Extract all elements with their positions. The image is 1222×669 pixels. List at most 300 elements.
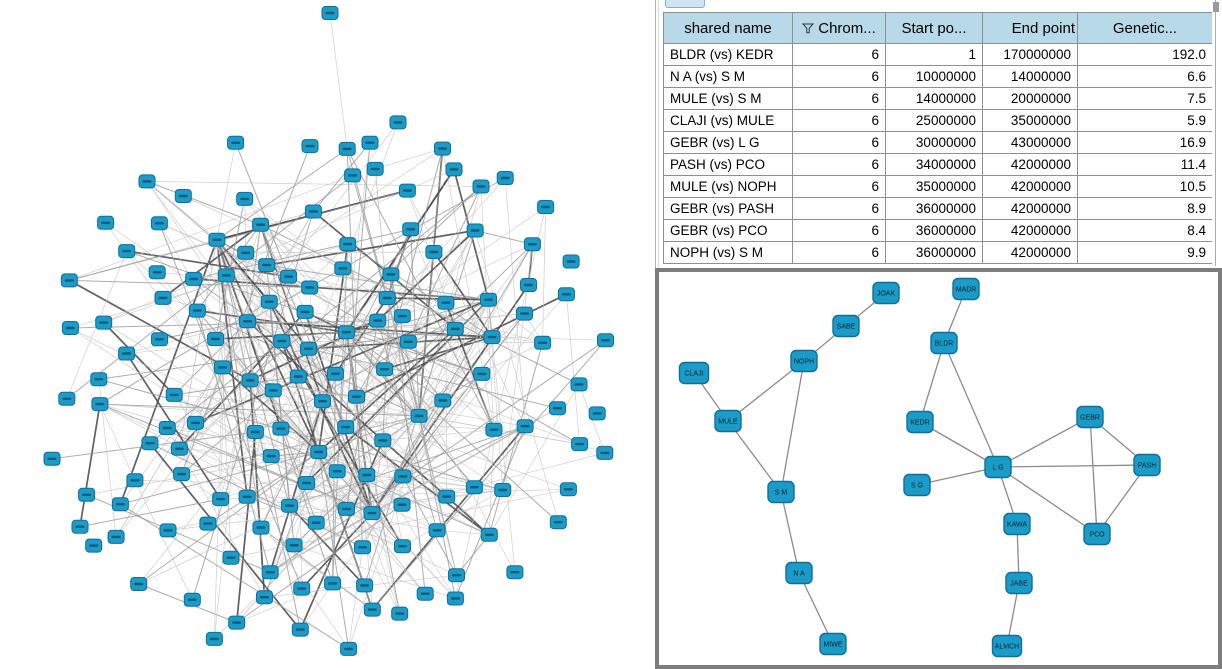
network-node[interactable] — [281, 270, 297, 283]
network-node-pco[interactable] — [1084, 524, 1110, 545]
network-node[interactable] — [449, 569, 465, 582]
network-node[interactable] — [359, 469, 375, 482]
network-node[interactable] — [142, 437, 158, 450]
table-cell[interactable]: 10000000 — [886, 66, 983, 88]
network-node[interactable] — [305, 205, 321, 218]
node-label-smudge — [488, 336, 497, 338]
network-node-n-a[interactable] — [786, 563, 812, 584]
network-node[interactable] — [392, 607, 408, 620]
network-node[interactable] — [403, 223, 419, 236]
network-node[interactable] — [139, 175, 155, 188]
table-cell[interactable]: 42000000 — [983, 242, 1078, 264]
network-node[interactable] — [294, 582, 310, 595]
network-node[interactable] — [345, 169, 361, 182]
network-node[interactable] — [200, 517, 216, 530]
node-label-smudge — [380, 368, 389, 370]
network-node[interactable] — [92, 398, 108, 411]
node-label-smudge — [451, 597, 460, 599]
network-node[interactable] — [253, 521, 269, 534]
network-node[interactable] — [160, 524, 176, 537]
table-cell[interactable]: 8.4 — [1078, 220, 1213, 242]
node-label-smudge — [601, 339, 610, 341]
table-cell[interactable]: 36000000 — [886, 220, 983, 242]
network-edge — [543, 207, 546, 343]
network-node[interactable] — [119, 347, 135, 360]
node-label: BLDR — [934, 340, 954, 348]
detail-network-canvas[interactable] — [655, 268, 1222, 669]
table-row[interactable] — [664, 66, 1213, 88]
table-cell[interactable]: GEBR (vs) L G — [664, 132, 793, 154]
network-node[interactable] — [486, 423, 502, 436]
network-node[interactable] — [377, 363, 393, 376]
network-node[interactable] — [473, 180, 489, 193]
table-cell[interactable]: 6 — [793, 110, 886, 132]
network-node[interactable] — [86, 539, 102, 552]
column-header-2[interactable] — [886, 13, 983, 44]
table-cell[interactable]: 6 — [793, 66, 886, 88]
network-node[interactable] — [159, 422, 175, 435]
table-row[interactable] — [664, 242, 1213, 264]
node-label-smudge — [62, 398, 71, 400]
network-node[interactable] — [524, 238, 540, 251]
network-node[interactable] — [435, 142, 451, 155]
node-label-smudge — [386, 273, 395, 275]
column-header-1[interactable] — [793, 13, 886, 44]
node-label-smudge — [267, 455, 276, 457]
node-label-smudge — [341, 426, 350, 428]
table-row[interactable] — [664, 110, 1213, 132]
network-node[interactable] — [411, 409, 427, 422]
network-node-mule[interactable] — [715, 411, 741, 432]
network-node[interactable] — [184, 593, 200, 606]
network-node[interactable] — [297, 305, 313, 318]
network-node[interactable] — [91, 373, 107, 386]
network-node[interactable] — [446, 163, 462, 176]
node-label-smudge — [309, 210, 318, 212]
network-node[interactable] — [329, 465, 345, 478]
network-node[interactable] — [72, 520, 88, 533]
network-node[interactable] — [447, 592, 463, 605]
node-label: GEBR — [1080, 414, 1100, 422]
network-node[interactable] — [481, 528, 497, 541]
network-node[interactable] — [208, 333, 224, 346]
table-cell[interactable]: GEBR (vs) PCO — [664, 220, 793, 242]
network-node-gebr[interactable] — [1077, 407, 1103, 428]
network-node[interactable] — [257, 591, 273, 604]
network-node[interactable] — [338, 421, 354, 434]
network-node[interactable] — [218, 269, 234, 282]
table-cell[interactable]: 6 — [793, 154, 886, 176]
node-label-smudge — [398, 475, 407, 477]
network-node[interactable] — [589, 407, 605, 420]
network-node-bldr[interactable] — [931, 333, 957, 354]
network-node[interactable] — [507, 566, 523, 579]
node-label-smudge — [122, 352, 131, 354]
network-node[interactable] — [206, 632, 222, 645]
network-node[interactable] — [399, 184, 415, 197]
network-node[interactable] — [44, 452, 60, 465]
node-label: N A — [793, 570, 805, 578]
table-cell[interactable]: 14000000 — [886, 88, 983, 110]
table-cell[interactable]: MULE (vs) S M — [664, 88, 793, 110]
scrollbar-thumb[interactable] — [1213, 2, 1219, 12]
network-node[interactable] — [538, 201, 554, 214]
node-label-smudge — [241, 252, 250, 254]
node-label-smudge — [99, 321, 108, 323]
table-row[interactable] — [664, 176, 1213, 198]
table-cell[interactable]: 30000000 — [886, 132, 983, 154]
network-node[interactable] — [273, 422, 289, 435]
network-node[interactable] — [151, 217, 167, 230]
network-node[interactable] — [466, 481, 482, 494]
table-cell[interactable]: NOPH (vs) S M — [664, 242, 793, 264]
table-cell[interactable]: N A (vs) S M — [664, 66, 793, 88]
table-row[interactable] — [664, 88, 1213, 110]
node-label-smudge — [342, 508, 351, 510]
node-label-smudge — [153, 271, 162, 273]
network-node[interactable] — [253, 218, 269, 231]
node-label-smudge — [218, 366, 227, 368]
network-node[interactable] — [390, 116, 406, 129]
node-label-smudge — [383, 297, 392, 299]
table-cell[interactable]: 16.9 — [1078, 132, 1213, 154]
node-label-smudge — [134, 583, 143, 585]
network-node[interactable] — [435, 394, 451, 407]
network-node-claji[interactable] — [680, 363, 709, 384]
network-node[interactable] — [367, 162, 383, 175]
network-node[interactable] — [481, 293, 497, 306]
network-node[interactable] — [149, 266, 165, 279]
network-node[interactable] — [560, 483, 576, 496]
table-cell[interactable]: GEBR (vs) PASH — [664, 198, 793, 220]
table-cell[interactable]: 10.5 — [1078, 176, 1213, 198]
table-cell[interactable]: 6 — [793, 88, 886, 110]
table-cell[interactable]: 6 — [793, 132, 886, 154]
table-cell[interactable]: 9.9 — [1078, 242, 1213, 264]
network-node[interactable] — [186, 272, 202, 285]
node-label-smudge — [471, 229, 480, 231]
edge-table-panel — [663, 12, 1213, 264]
network-node[interactable] — [302, 140, 318, 153]
network-node[interactable] — [598, 334, 614, 347]
node-label-smudge — [485, 534, 494, 536]
node-label-smudge — [520, 312, 529, 314]
detail-nodes — [680, 279, 1161, 657]
table-cell[interactable]: 20000000 — [983, 88, 1078, 110]
network-node[interactable] — [240, 315, 256, 328]
network-node[interactable] — [535, 336, 551, 349]
node-label-smudge — [348, 174, 357, 176]
network-node[interactable] — [265, 384, 281, 397]
network-node[interactable] — [417, 587, 433, 600]
node-label-smudge — [246, 379, 255, 381]
node-label: CLAJI — [684, 370, 704, 378]
column-header-label: Chrom... — [818, 19, 876, 37]
network-node[interactable] — [484, 331, 500, 344]
table-cell[interactable]: 35000000 — [886, 176, 983, 198]
table-cell[interactable]: 5.9 — [1078, 110, 1213, 132]
network-node[interactable] — [357, 579, 373, 592]
network-node[interactable] — [341, 642, 357, 655]
table-cell[interactable]: 14000000 — [983, 66, 1078, 88]
network-node[interactable] — [79, 488, 95, 501]
network-node[interactable] — [355, 541, 371, 554]
node-label-smudge — [65, 279, 74, 281]
node-label: MIWE — [823, 641, 843, 649]
node-label-smudge — [302, 482, 311, 484]
network-node[interactable] — [302, 281, 318, 294]
table-cell[interactable]: 8.9 — [1078, 198, 1213, 220]
network-node[interactable] — [311, 446, 327, 459]
table-row[interactable] — [664, 44, 1213, 66]
table-row[interactable] — [664, 198, 1213, 220]
node-label-smudge — [538, 342, 547, 344]
network-node[interactable] — [325, 577, 341, 590]
network-node[interactable] — [338, 326, 354, 339]
network-node[interactable] — [400, 335, 416, 348]
network-node-madr[interactable] — [953, 279, 979, 300]
network-node[interactable] — [242, 374, 258, 387]
table-cell[interactable]: 36000000 — [886, 198, 983, 220]
network-node[interactable] — [308, 516, 324, 529]
network-node[interactable] — [286, 539, 302, 552]
network-node[interactable] — [340, 238, 356, 251]
network-node-almch[interactable] — [993, 636, 1022, 657]
node-label-smudge — [251, 431, 260, 433]
network-node[interactable] — [370, 314, 386, 327]
node-label-smudge — [343, 243, 352, 245]
node-label-smudge — [600, 452, 609, 454]
table-cell[interactable]: 43000000 — [983, 132, 1078, 154]
network-node[interactable] — [394, 498, 410, 511]
node-label-smudge — [95, 403, 104, 405]
network-edge — [330, 13, 347, 149]
network-node[interactable] — [112, 498, 128, 511]
network-node[interactable] — [119, 245, 135, 258]
node-label-smudge — [203, 522, 212, 524]
network-node[interactable] — [213, 493, 229, 506]
network-node[interactable] — [375, 434, 391, 447]
table-scrollbar[interactable] — [1212, 0, 1222, 266]
column-header-3[interactable] — [983, 13, 1078, 44]
node-label-smudge — [232, 621, 241, 623]
network-node[interactable] — [315, 395, 331, 408]
network-node[interactable] — [96, 316, 112, 329]
node-label-smudge — [528, 243, 537, 245]
network-node[interactable] — [209, 233, 225, 246]
network-node[interactable] — [229, 616, 245, 629]
table-cell[interactable]: 6 — [793, 220, 886, 242]
network-node[interactable] — [322, 7, 338, 20]
network-node[interactable] — [339, 142, 355, 155]
network-node[interactable] — [188, 416, 204, 429]
network-node[interactable] — [447, 322, 463, 335]
network-node[interactable] — [426, 246, 442, 259]
network-node[interactable] — [349, 390, 365, 403]
node-label-smudge — [240, 198, 249, 200]
table-row[interactable] — [664, 132, 1213, 154]
node-label-smudge — [398, 545, 407, 547]
network-node-pash[interactable] — [1134, 455, 1160, 476]
network-node[interactable] — [259, 259, 275, 272]
network-node[interactable] — [550, 402, 566, 415]
network-node-sabe[interactable] — [833, 316, 859, 337]
node-label-smudge — [404, 341, 413, 343]
network-node[interactable] — [394, 310, 410, 323]
table-cell[interactable]: 25000000 — [886, 110, 983, 132]
node-label-smudge — [304, 348, 313, 350]
table-row[interactable] — [664, 154, 1213, 176]
table-cell[interactable]: 192.0 — [1078, 44, 1213, 66]
network-node[interactable] — [558, 288, 574, 301]
network-node[interactable] — [597, 446, 613, 459]
network-node[interactable] — [364, 507, 380, 520]
node-label-smudge — [222, 274, 231, 276]
node-label-smudge — [521, 425, 530, 427]
node-label-smudge — [231, 142, 240, 144]
network-node[interactable] — [274, 335, 290, 348]
network-node[interactable] — [174, 468, 190, 481]
network-node[interactable] — [497, 172, 513, 185]
network-node[interactable] — [228, 136, 244, 149]
column-header-4[interactable] — [1078, 13, 1213, 44]
table-cell[interactable]: PASH (vs) PCO — [664, 154, 793, 176]
table-row[interactable] — [664, 220, 1213, 242]
network-node[interactable] — [166, 388, 182, 401]
network-node[interactable] — [383, 268, 399, 281]
node-label-smudge — [501, 177, 510, 179]
network-node[interactable] — [429, 524, 445, 537]
network-node[interactable] — [189, 304, 205, 317]
network-node[interactable] — [327, 367, 343, 380]
network-node[interactable] — [364, 603, 380, 616]
network-node[interactable] — [292, 623, 308, 636]
network-node[interactable] — [299, 477, 315, 490]
network-node[interactable] — [517, 420, 533, 433]
network-node[interactable] — [495, 484, 511, 497]
network-node[interactable] — [131, 578, 147, 591]
node-label-smudge — [175, 448, 184, 450]
table-cell[interactable]: BLDR (vs) KEDR — [664, 44, 793, 66]
network-node-noph[interactable] — [791, 351, 817, 372]
network-node[interactable] — [247, 426, 263, 439]
node-label-smudge — [429, 251, 438, 253]
table-cell[interactable]: 42000000 — [983, 220, 1078, 242]
network-node[interactable] — [98, 216, 114, 229]
network-node-l-g[interactable] — [985, 457, 1011, 478]
network-node[interactable] — [61, 274, 77, 287]
network-node[interactable] — [262, 566, 278, 579]
network-node[interactable] — [339, 502, 355, 515]
table-cell[interactable]: 6 — [793, 44, 886, 66]
table-cell[interactable]: 35000000 — [983, 110, 1078, 132]
table-cell[interactable]: 42000000 — [983, 198, 1078, 220]
table-cell[interactable]: 42000000 — [983, 176, 1078, 198]
table-cell[interactable]: 1 — [886, 44, 983, 66]
network-node[interactable] — [301, 342, 317, 355]
node-label-smudge — [489, 429, 498, 431]
network-node-s-m[interactable] — [768, 482, 794, 503]
column-header-0[interactable] — [664, 13, 793, 44]
network-node[interactable] — [571, 378, 587, 391]
network-node[interactable] — [237, 192, 253, 205]
network-node-s-g[interactable] — [904, 475, 930, 496]
network-node-joak[interactable] — [873, 283, 899, 304]
node-label: KEDR — [910, 419, 930, 427]
network-node[interactable] — [127, 474, 143, 487]
network-node[interactable] — [223, 551, 239, 564]
table-cell[interactable]: 6.6 — [1078, 66, 1213, 88]
network-node[interactable] — [572, 438, 588, 451]
table-cell[interactable]: 36000000 — [886, 242, 983, 264]
network-node[interactable] — [171, 442, 187, 455]
network-node[interactable] — [395, 470, 411, 483]
network-node[interactable] — [282, 499, 298, 512]
network-node[interactable] — [335, 262, 351, 275]
network-node[interactable] — [108, 530, 124, 543]
table-cell[interactable]: 6 — [793, 198, 886, 220]
network-node[interactable] — [239, 490, 255, 503]
network-node[interactable] — [59, 392, 75, 405]
network-node[interactable] — [261, 295, 277, 308]
node-label-smudge — [262, 264, 271, 266]
node-label-smudge — [159, 297, 168, 299]
network-node-kawa[interactable] — [1004, 514, 1030, 535]
table-cell[interactable]: 34000000 — [886, 154, 983, 176]
network-node[interactable] — [362, 136, 378, 149]
network-node[interactable] — [215, 361, 231, 374]
network-edge — [147, 181, 481, 186]
node-label-smudge — [441, 302, 450, 304]
node-label-smudge — [82, 494, 91, 496]
table-cell[interactable]: 170000000 — [983, 44, 1078, 66]
network-node[interactable] — [290, 370, 306, 383]
table-cell[interactable]: CLAJI (vs) MULE — [664, 110, 793, 132]
table-cell[interactable]: 11.4 — [1078, 154, 1213, 176]
network-node[interactable] — [521, 279, 537, 292]
network-node-kedr[interactable] — [907, 412, 933, 433]
table-cell[interactable]: 6 — [793, 176, 886, 198]
network-node[interactable] — [439, 490, 455, 503]
network-node[interactable] — [438, 296, 454, 309]
node-label-smudge — [89, 544, 98, 546]
table-cell[interactable]: MULE (vs) NOPH — [664, 176, 793, 198]
network-node[interactable] — [474, 367, 490, 380]
network-node[interactable] — [467, 224, 483, 237]
network-node[interactable] — [175, 190, 191, 203]
network-node[interactable] — [379, 292, 395, 305]
network-node[interactable] — [550, 516, 566, 529]
network-edge — [781, 361, 804, 492]
network-node[interactable] — [263, 450, 279, 463]
network-node[interactable] — [62, 322, 78, 335]
network-node[interactable] — [395, 540, 411, 553]
network-node-jabe[interactable] — [1006, 573, 1032, 594]
network-node-miwe[interactable] — [820, 634, 846, 655]
filter-funnel-icon[interactable] — [802, 23, 814, 34]
network-node[interactable] — [517, 307, 533, 320]
node-label-smudge — [415, 415, 424, 417]
table-toolbar-strip — [663, 0, 1212, 12]
table-cell[interactable]: 6 — [793, 242, 886, 264]
network-node[interactable] — [152, 333, 168, 346]
network-node[interactable] — [238, 246, 254, 259]
table-cell[interactable]: 42000000 — [983, 154, 1078, 176]
network-node[interactable] — [563, 255, 579, 268]
table-cell[interactable]: 7.5 — [1078, 88, 1213, 110]
table-tab-fragment[interactable] — [665, 0, 705, 8]
network-node[interactable] — [155, 291, 171, 304]
